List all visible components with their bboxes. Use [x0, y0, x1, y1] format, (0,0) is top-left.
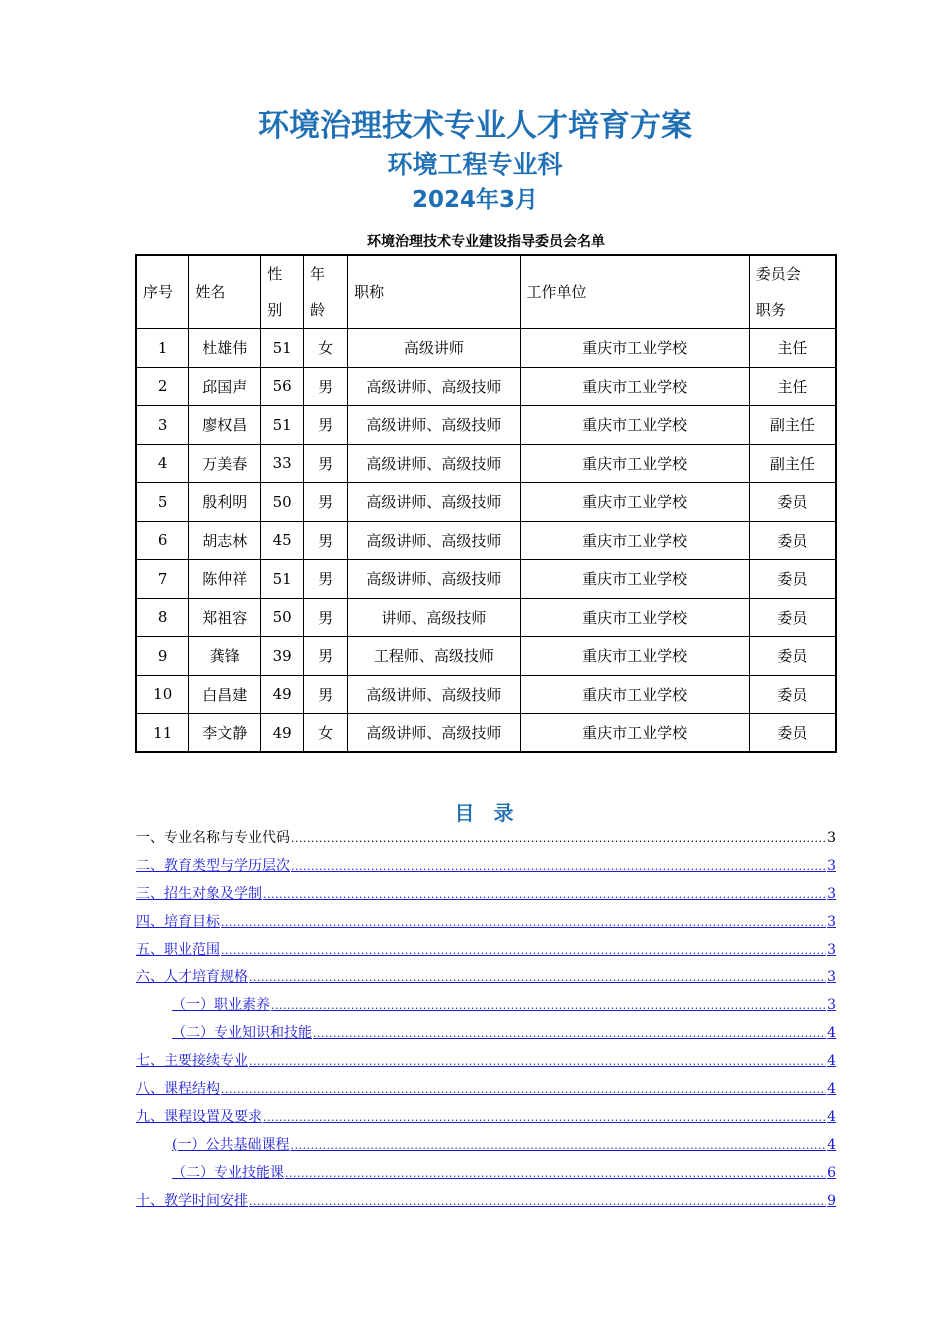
cell-seq: 1 — [136, 329, 189, 368]
cell-unit: 重庆市工业学校 — [520, 483, 749, 522]
toc-leader-dots — [263, 1104, 826, 1132]
cell-name: 杜雄伟 — [189, 329, 261, 368]
cell-title: 讲师、高级技师 — [348, 598, 520, 637]
table-caption: 环境治理技术专业建设指导委员会名单 — [367, 234, 605, 250]
toc-entry[interactable] — [136, 1188, 836, 1216]
cell-age: 男 — [304, 598, 348, 637]
toc-leader-dots — [249, 1048, 826, 1076]
cell-gender: 56 — [261, 367, 304, 406]
table-row — [136, 444, 836, 483]
cell-name: 白昌建 — [189, 675, 261, 714]
committee-table — [135, 254, 837, 753]
table-row — [136, 521, 836, 560]
cell-gender: 33 — [261, 444, 304, 483]
cell-seq: 4 — [136, 444, 189, 483]
cell-age: 男 — [304, 560, 348, 599]
header-seq: 序号 — [136, 255, 189, 329]
toc-leader-dots — [221, 909, 826, 937]
toc-entry-text: （二）专业技能课 — [172, 1164, 284, 1181]
toc-entry-page: 4 — [827, 1053, 836, 1070]
cell-title: 高级讲师、高级技师 — [348, 483, 520, 522]
toc-entry[interactable] — [136, 992, 836, 1020]
toc-entry-page: 4 — [827, 1108, 836, 1125]
header-role: 委员会 职务 — [749, 255, 836, 329]
cell-title: 高级讲师、高级技师 — [348, 560, 520, 599]
toc-entry[interactable] — [136, 937, 836, 965]
cell-role: 主任 — [749, 367, 836, 406]
table-row — [136, 637, 836, 676]
table-row — [136, 367, 836, 406]
toc-leader-dots — [271, 992, 826, 1020]
cell-gender: 45 — [261, 521, 304, 560]
cell-title: 高级讲师、高级技师 — [348, 675, 520, 714]
cell-title: 高级讲师 — [348, 329, 520, 368]
cell-name: 廖权昌 — [189, 406, 261, 445]
cell-age: 男 — [304, 444, 348, 483]
toc-entry[interactable] — [136, 1048, 836, 1076]
cell-name: 殷利明 — [189, 483, 261, 522]
cell-name: 胡志林 — [189, 521, 261, 560]
toc-entry[interactable] — [136, 1132, 836, 1160]
toc-leader-dots — [290, 1132, 826, 1160]
toc-entry-page: 3 — [827, 941, 836, 958]
header-unit: 工作单位 — [520, 255, 749, 329]
cell-name: 邱国声 — [189, 367, 261, 406]
cell-seq: 2 — [136, 367, 189, 406]
cell-unit: 重庆市工业学校 — [520, 444, 749, 483]
cell-seq: 11 — [136, 714, 189, 753]
cell-gender: 51 — [261, 406, 304, 445]
cell-unit: 重庆市工业学校 — [520, 714, 749, 753]
toc-entry-text: （二）专业知识和技能 — [172, 1025, 312, 1042]
toc-entry-page: 3 — [827, 969, 836, 986]
toc-entry-text: 二、教育类型与学历层次 — [136, 857, 290, 874]
toc-leader-dots — [291, 853, 826, 881]
cell-seq: 5 — [136, 483, 189, 522]
department-name: 环境工程专业科 — [387, 150, 563, 179]
toc-entry-text: 九、课程设置及要求 — [136, 1108, 262, 1125]
toc-entry-page: 4 — [827, 1025, 836, 1042]
cell-name: 李文静 — [189, 714, 261, 753]
toc-leader-dots — [291, 825, 826, 853]
toc-entry-page: 4 — [827, 1136, 836, 1153]
table-row — [136, 560, 836, 599]
toc-entry-page: 3 — [827, 885, 836, 902]
toc-entry[interactable] — [136, 853, 836, 881]
cell-unit: 重庆市工业学校 — [520, 367, 749, 406]
cell-unit: 重庆市工业学校 — [520, 637, 749, 676]
toc-entry-text: (一）公共基础课程 — [172, 1136, 290, 1153]
toc-title: 目 录 — [454, 801, 520, 825]
cell-gender: 50 — [261, 598, 304, 637]
cell-seq: 6 — [136, 521, 189, 560]
cell-unit: 重庆市工业学校 — [520, 521, 749, 560]
header-name: 姓名 — [189, 255, 261, 329]
cell-gender: 50 — [261, 483, 304, 522]
cell-age: 男 — [304, 406, 348, 445]
toc-entry[interactable] — [136, 1076, 836, 1104]
toc-entry-page: 3 — [827, 830, 836, 846]
toc-leader-dots — [285, 1160, 826, 1188]
cell-seq: 3 — [136, 406, 189, 445]
cell-role: 委员 — [749, 483, 836, 522]
cell-role: 副主任 — [749, 444, 836, 483]
toc-entry[interactable] — [136, 964, 836, 992]
cell-role: 主任 — [749, 329, 836, 368]
cell-age: 男 — [304, 521, 348, 560]
toc-leader-dots — [313, 1020, 826, 1048]
toc-entry-text: 三、招生对象及学制 — [136, 885, 262, 902]
cell-age: 女 — [304, 714, 348, 753]
toc-entry[interactable] — [136, 1160, 836, 1188]
cell-role: 委员 — [749, 521, 836, 560]
header-title: 职称 — [348, 255, 520, 329]
cell-role: 副主任 — [749, 406, 836, 445]
table-row — [136, 483, 836, 522]
cell-role: 委员 — [749, 714, 836, 753]
cell-age: 男 — [304, 675, 348, 714]
cell-seq: 9 — [136, 637, 189, 676]
cell-role: 委员 — [749, 598, 836, 637]
toc-entry-text: （一）职业素养 — [172, 997, 270, 1014]
header-age: 年 龄 — [304, 255, 348, 329]
cell-title: 高级讲师、高级技师 — [348, 521, 520, 560]
cell-name: 陈仲祥 — [189, 560, 261, 599]
table-header-row — [136, 255, 836, 329]
cell-gender: 49 — [261, 714, 304, 753]
toc-entry-text: 四、培育目标 — [136, 913, 220, 930]
toc-entry-text: 一、专业名称与专业代码 — [136, 830, 290, 846]
toc-entry[interactable] — [136, 1104, 836, 1132]
cell-age: 女 — [304, 329, 348, 368]
toc-entry-page: 3 — [827, 857, 836, 874]
cell-unit: 重庆市工业学校 — [520, 560, 749, 599]
cell-name: 万美春 — [189, 444, 261, 483]
title-block — [0, 104, 950, 218]
cell-role: 委员 — [749, 637, 836, 676]
cell-seq: 8 — [136, 598, 189, 637]
toc-entry-page: 9 — [827, 1192, 836, 1209]
cell-name: 龚锋 — [189, 637, 261, 676]
toc-leader-dots — [249, 1188, 826, 1216]
cell-name: 郑祖容 — [189, 598, 261, 637]
cell-title: 高级讲师、高级技师 — [348, 714, 520, 753]
cell-age: 男 — [304, 367, 348, 406]
cell-role: 委员 — [749, 675, 836, 714]
cell-age: 男 — [304, 483, 348, 522]
toc-entry[interactable] — [136, 1020, 836, 1048]
toc-entry-text: 六、人才培育规格 — [136, 969, 248, 986]
toc-entry-text: 五、职业范围 — [136, 941, 220, 958]
cell-unit: 重庆市工业学校 — [520, 598, 749, 637]
cell-gender: 51 — [261, 560, 304, 599]
toc-entry-page: 4 — [827, 1081, 836, 1098]
toc-leader-dots — [263, 881, 826, 909]
cell-title: 高级讲师、高级技师 — [348, 444, 520, 483]
table-row — [136, 598, 836, 637]
table-of-contents — [136, 825, 836, 1215]
cell-title: 高级讲师、高级技师 — [348, 406, 520, 445]
document-title: 环境治理技术专业人才培育方案 — [258, 108, 692, 144]
toc-leader-dots — [221, 937, 826, 965]
cell-title: 高级讲师、高级技师 — [348, 367, 520, 406]
table-row — [136, 675, 836, 714]
toc-entry-page: 3 — [827, 913, 836, 930]
table-row — [136, 714, 836, 753]
toc-entry[interactable] — [136, 825, 836, 853]
cell-seq: 10 — [136, 675, 189, 714]
cell-unit: 重庆市工业学校 — [520, 675, 749, 714]
cell-role: 委员 — [749, 560, 836, 599]
table-row — [136, 329, 836, 368]
cell-gender: 39 — [261, 637, 304, 676]
toc-leader-dots — [221, 1076, 826, 1104]
cell-title: 工程师、高级技师 — [348, 637, 520, 676]
toc-entry[interactable] — [136, 881, 836, 909]
cell-gender: 51 — [261, 329, 304, 368]
toc-entry[interactable] — [136, 909, 836, 937]
cell-age: 男 — [304, 637, 348, 676]
toc-entry-page: 6 — [827, 1164, 836, 1181]
toc-entry-text: 七、主要接续专业 — [136, 1053, 248, 1070]
cell-seq: 7 — [136, 560, 189, 599]
toc-entry-text: 八、课程结构 — [136, 1081, 220, 1098]
cell-unit: 重庆市工业学校 — [520, 406, 749, 445]
cell-gender: 49 — [261, 675, 304, 714]
header-gender: 性 别 — [261, 255, 304, 329]
cell-unit: 重庆市工业学校 — [520, 329, 749, 368]
toc-leader-dots — [249, 964, 826, 992]
table-row — [136, 406, 836, 445]
toc-entry-page: 3 — [827, 997, 836, 1014]
toc-entry-text: 十、教学时间安排 — [136, 1192, 248, 1209]
document-date: 2024年3月 — [411, 187, 539, 213]
